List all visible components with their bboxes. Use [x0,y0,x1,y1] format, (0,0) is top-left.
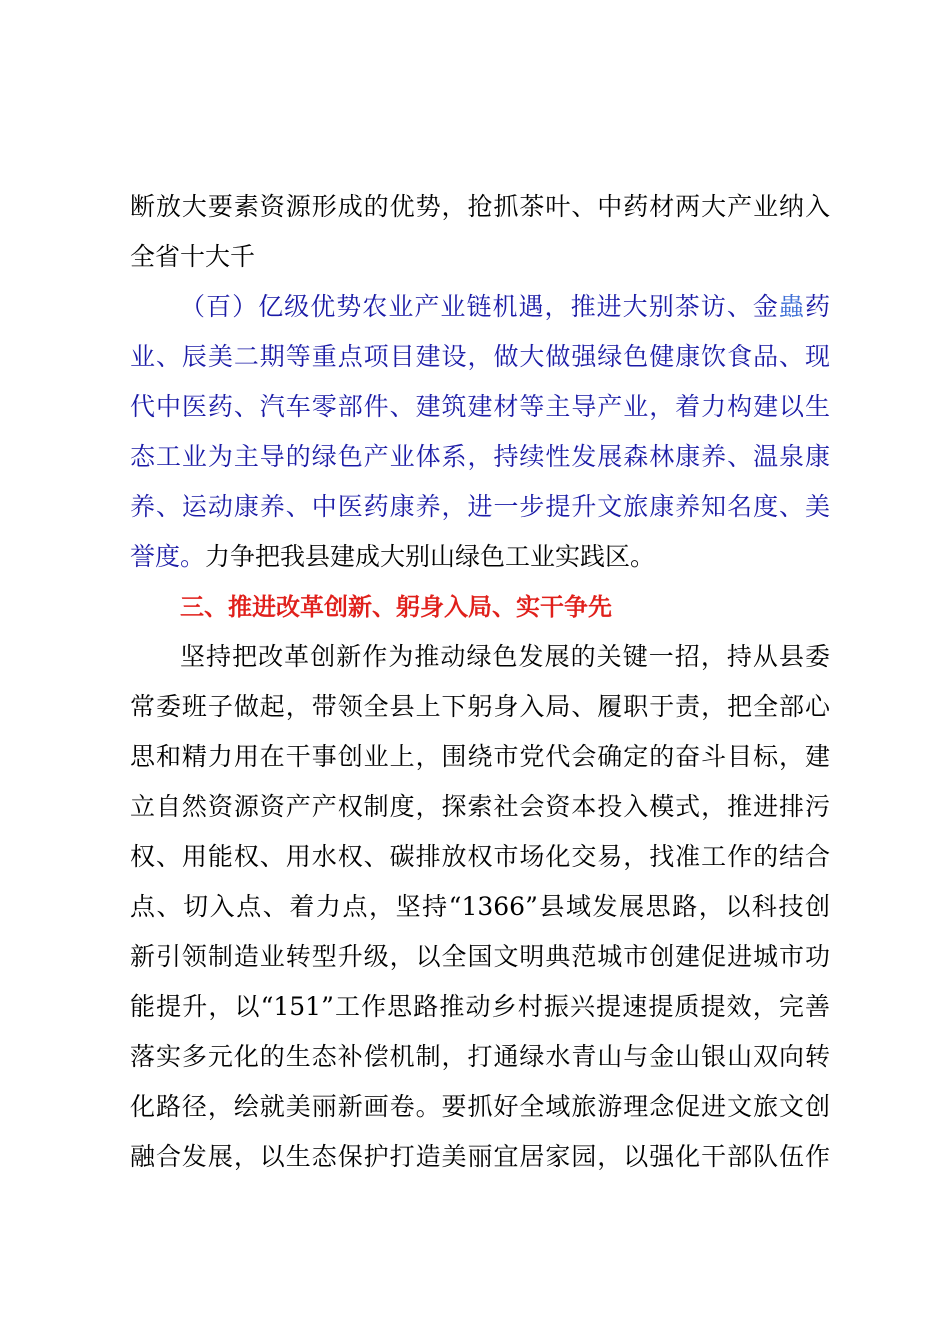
para3-line-7: 新引领制造业转型升级，以全国文明典范城市创建促进城市功 [130,942,830,971]
para2-line-6 [130,540,830,574]
para2-line-1 [180,290,830,324]
para3-line-3: 思和精力用在干事创业上，围绕市党代会确定的奋斗目标，建 [130,742,830,771]
para1-line-2: 全省十大千 [130,242,256,271]
para2-line-1-text-a: （百）亿级优势农业产业链机遇，推进大别茶访、金 [180,292,779,321]
para2-line-1-text-b: 药 [804,292,830,321]
para3-line-4: 立自然资源资产产权制度，探索社会资本投入模式，推进排污 [130,792,830,821]
para1-line-1: 断放大要素资源形成的优势，抢抓茶叶、中药材两大产业纳入 [130,192,830,221]
para2-line-5: 养、运动康养、中医药康养，进一步提升文旅康养知名度、美 [130,492,830,521]
para3-line-5: 权、用能权、用水权、碳排放权市场化交易，找准工作的结合 [130,842,830,871]
para2-line-2: 业、辰美二期等重点项目建设，做大做强绿色健康饮食品、现 [130,342,830,371]
para3-line-11: 融合发展，以生态保护打造美丽宜居家园，以强化干部队伍作 [130,1142,830,1171]
section-heading: 三、推进改革创新、躬身入局、实干争先 [180,593,612,621]
para3-line-1: 坚持把改革创新作为推动绿色发展的关键一招，持从县委 [180,642,830,671]
para3-line-9: 落实多元化的生态补偿机制，打通绿水青山与金山银山双向转 [130,1042,830,1071]
para2-line-6-blue: 誉度。 [130,542,206,571]
para3-line-6: 点、切入点、着力点，坚持“1366”县域发展思路，以科技创 [130,892,830,921]
para3-line-10: 化路径，绘就美丽新画卷。要抓好全域旅游理念促进文旅文创 [130,1092,830,1121]
para2-line-6-black: 力争把我县建成大别山绿色工业实践区。 [205,542,656,571]
para2-line-1-char: 蟲 [778,292,805,321]
para2-line-4: 态工业为主导的绿色产业体系，持续性发展森林康养、温泉康 [130,442,830,471]
para2-line-3: 代中医药、汽车零部件、建筑建材等主导产业，着力构建以生 [130,392,830,421]
para3-line-2: 常委班子做起，带领全县上下躬身入局、履职于责，把全部心 [130,692,830,721]
para3-line-8: 能提升，以“151”工作思路推动乡村振兴提速提质提效，完善 [130,992,830,1021]
